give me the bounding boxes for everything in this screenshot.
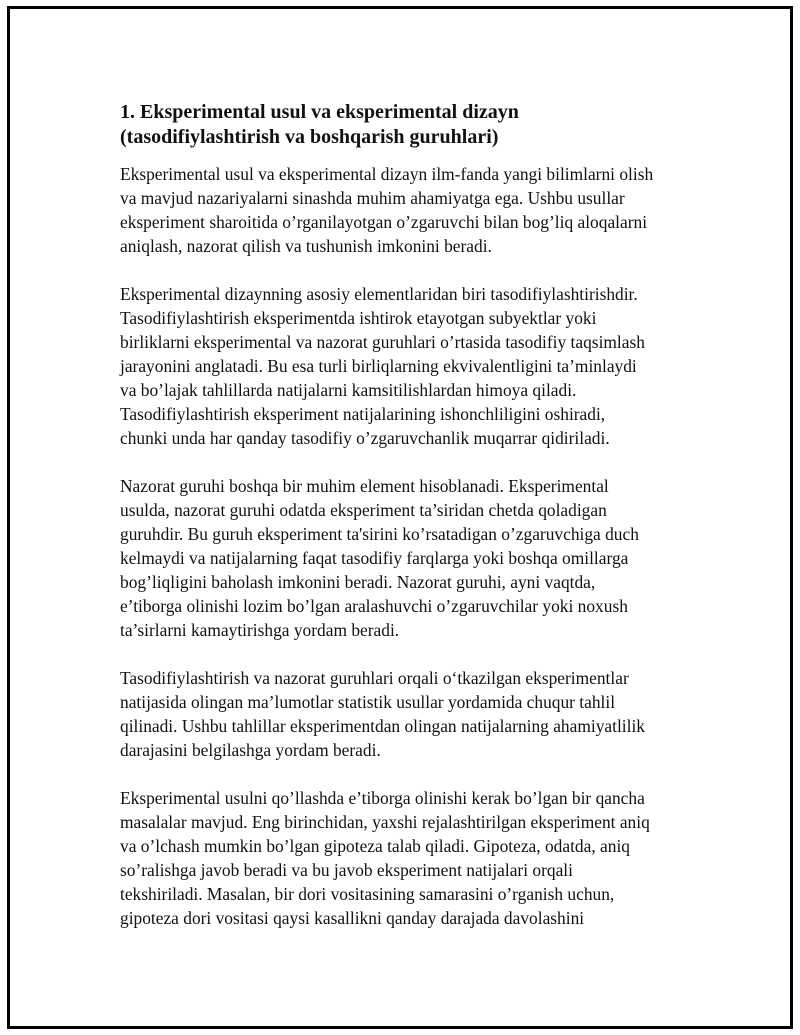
heading-line: 1. Eksperimental usul va eksperimental dizayn — [120, 101, 519, 123]
document-body — [120, 100, 695, 954]
paragraph-control-group — [120, 474, 695, 642]
text-line: tekshiriladi. Masalan, bir dori vositasining samarasini o’rganish uchun, — [120, 884, 615, 904]
text-line: Eksperimental dizaynning asosiy elementlaridan biri tasodifiylashtirishdir. — [120, 284, 638, 304]
text-line: masalalar mavjud. Eng birinchidan, yaxshi rejalashtirilgan eksperiment aniq — [120, 812, 650, 832]
text-line: gipoteza dori vositasi qaysi kasallikni qanday darajada davolashini — [120, 908, 585, 928]
document-page — [7, 6, 793, 1029]
text-line: va bo’lajak tahlillarda natijalarni kamsitilishlardan himoya qiladi. — [120, 380, 577, 400]
text-line: eksperiment sharoitida o’rganilayotgan o’zgaruvchi bilan bog’liq aloqalarni — [120, 212, 648, 232]
paragraph-intro — [120, 162, 695, 258]
paragraph-hypothesis — [120, 786, 695, 930]
text-line: e’tiborga olinishi lozim bo’lgan aralashuvchi o’zgaruvchilar yoki noxush — [120, 596, 628, 616]
text-line: jarayonini anglatadi. Bu esa turli birliqlarning ekvivalentligini ta’minlaydi — [120, 356, 637, 376]
paragraph-randomization — [120, 282, 695, 450]
text-line: darajasini belgilashga yordam beradi. — [120, 740, 381, 760]
text-line: Eksperimental usul va eksperimental dizayn ilm-fanda yangi bilimlarni olish — [120, 164, 654, 184]
text-line: qilinadi. Ushbu tahlillar eksperimentdan olingan natijalarning ahamiyatlilik — [120, 716, 645, 736]
heading-line: (tasodifiylashtirish va boshqarish guruhlari) — [120, 126, 499, 148]
text-line: Nazorat guruhi boshqa bir muhim element hisoblanadi. Eksperimental — [120, 476, 609, 496]
text-line: so’ralishga javob beradi va bu javob eksperiment natijalari orqali — [120, 860, 573, 880]
text-line: aniqlash, nazorat qilish va tushunish imkonini beradi. — [120, 236, 492, 256]
paragraph-statistics — [120, 666, 695, 762]
section-heading — [120, 100, 695, 150]
text-line: va o’lchash mumkin bo’lgan gipoteza talab qiladi. Gipoteza, odatda, aniq — [120, 836, 630, 856]
text-line: Tasodifiylashtirish eksperiment natijalarining ishonchliligini oshiradi, — [120, 404, 606, 424]
text-line: guruhdir. Bu guruh eksperiment ta'sirini ko’rsatadigan o’zgaruvchiga duch — [120, 524, 639, 544]
text-line: ta’sirlarni kamaytirishga yordam beradi. — [120, 620, 400, 640]
text-line: Tasodifiylashtirish eksperimentda ishtirok etayotgan subyektlar yoki — [120, 308, 597, 328]
text-line: natijasida olingan ma’lumotlar statistik usullar yordamida chuqur tahlil — [120, 692, 616, 712]
text-line: bog’liqligini baholash imkonini beradi. Nazorat guruhi, ayni vaqtda, — [120, 572, 596, 592]
text-line: va mavjud nazariyalarni sinashda muhim ahamiyatga ega. Ushbu usullar — [120, 188, 625, 208]
text-line: chunki unda har qanday tasodifiy o’zgaruvchanlik muqarrar qidiriladi. — [120, 428, 610, 448]
text-line: Eksperimental usulni qo’llashda e’tiborga olinishi kerak bo’lgan bir qancha — [120, 788, 645, 808]
text-line: Tasodifiylashtirish va nazorat guruhlari orqali o‘tkazilgan eksperimentlar — [120, 668, 629, 688]
text-line: birliklarni eksperimental va nazorat guruhlari o’rtasida tasodifiy taqsimlash — [120, 332, 645, 352]
text-line: kelmaydi va natijalarning faqat tasodifiy farqlarga yoki boshqa omillarga — [120, 548, 629, 568]
text-line: usulda, nazorat guruhi odatda eksperiment ta’siridan chetda qoladigan — [120, 500, 607, 520]
